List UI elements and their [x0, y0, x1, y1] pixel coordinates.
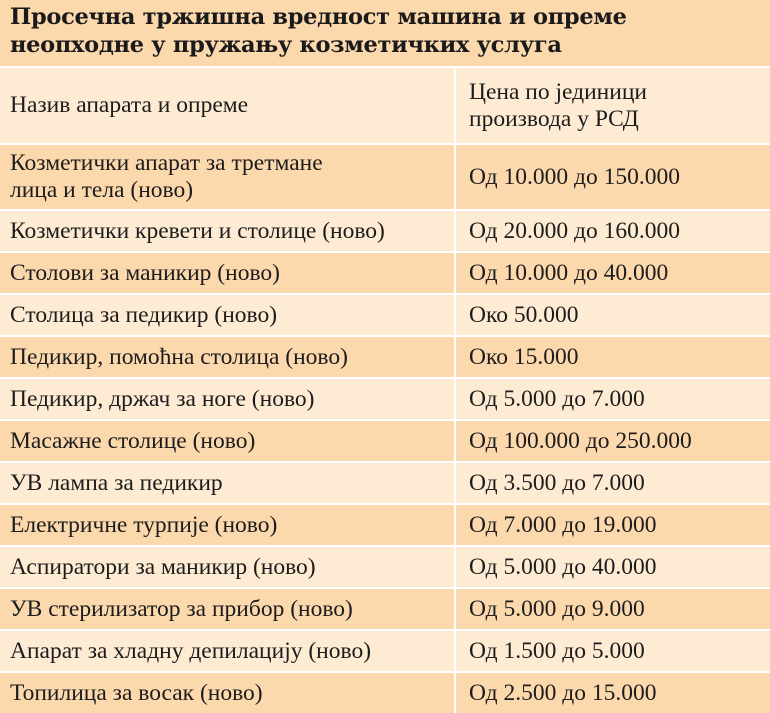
row-equipment-name: УВ лампа за педикир	[0, 463, 456, 503]
row-price: Од 5.000 до 9.000	[469, 595, 645, 622]
table-row	[0, 629, 770, 671]
table-row	[0, 671, 770, 713]
row-price: Од 10.000 до 40.000	[469, 259, 669, 286]
row-equipment-name: Педикир, држач за ноге (ново)	[0, 379, 456, 419]
row-price: Од 100.000 до 250.000	[469, 427, 692, 454]
header-unit-price-line-1: Цена по јединици	[469, 78, 647, 105]
row-equipment-name: Столица за педикир (ново)	[0, 295, 456, 335]
row-equipment-name	[0, 145, 456, 209]
table-row	[0, 377, 770, 419]
table-row	[0, 419, 770, 461]
table-row	[0, 545, 770, 587]
title-line-2: неопходне у пружању козметичких услуга	[10, 32, 562, 58]
row-price: Од 1.500 до 5.000	[469, 637, 645, 664]
row-equipment-name: Апарат за хладну депилацију (ново)	[0, 631, 456, 671]
row-price: Од 10.000 до 150.000	[469, 163, 680, 190]
row-price: Од 5.000 до 7.000	[469, 385, 645, 412]
table-row	[0, 587, 770, 629]
header-unit-price	[456, 68, 770, 143]
table-row	[0, 335, 770, 377]
row-price: Од 2.500 до 15.000	[469, 679, 657, 706]
row-equipment-name-line-1: Козметички апарат за третмане	[10, 150, 323, 176]
header-equipment-name: Назив апарата и опреме	[0, 68, 456, 143]
table-header-row	[0, 66, 770, 143]
header-unit-price-line-2: производа у РСД	[469, 105, 639, 132]
row-equipment-name: Електричне турпије (ново)	[0, 505, 456, 545]
row-equipment-name: Козметички кревети и столице (ново)	[0, 211, 456, 251]
title-line-1: Просечна тржишна вредност машина и опреме	[10, 4, 627, 30]
row-equipment-name: Педикир, помоћна столица (ново)	[0, 337, 456, 377]
row-price: Од 20.000 до 160.000	[469, 217, 680, 244]
row-equipment-name-line-2: лица и тела (ново)	[10, 177, 194, 203]
table-row	[0, 209, 770, 251]
row-equipment-name: Топилица за восак (ново)	[0, 673, 456, 713]
table-title	[0, 0, 770, 66]
row-equipment-name: Аспиратори за маникир (ново)	[0, 547, 456, 587]
table-row	[0, 143, 770, 209]
row-price: Од 5.000 до 40.000	[469, 553, 657, 580]
row-equipment-name: Масажне столице (ново)	[0, 421, 456, 461]
table-row	[0, 251, 770, 293]
row-price: Око 15.000	[469, 343, 579, 370]
table-row	[0, 293, 770, 335]
row-price: Од 3.500 до 7.000	[469, 469, 645, 496]
row-price: Око 50.000	[469, 301, 579, 328]
row-equipment-name: Столови за маникир (ново)	[0, 253, 456, 293]
row-equipment-name: УВ стерилизатор за прибор (ново)	[0, 589, 456, 629]
row-price: Од 7.000 до 19.000	[469, 511, 657, 538]
table-row	[0, 503, 770, 545]
table-row	[0, 461, 770, 503]
price-table	[0, 66, 770, 713]
